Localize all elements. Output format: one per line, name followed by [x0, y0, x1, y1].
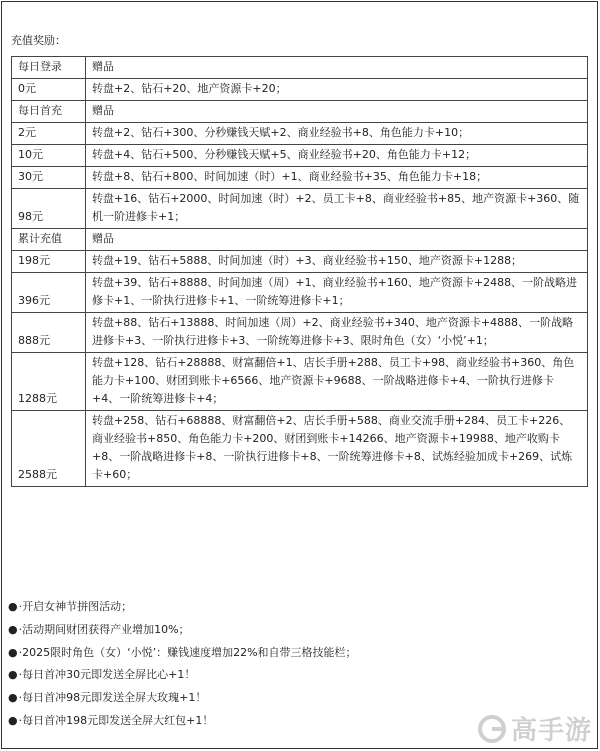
page-title: 充值奖励： — [11, 34, 66, 47]
reward-cell: 转盘+19、钻石+5888、时间加速（时）+3、商业经验书+150、地产资源卡+1288； — [86, 251, 588, 273]
watermark-text: 高手游 — [510, 716, 592, 746]
table-header-row — [12, 229, 588, 251]
amount-cell: 1288元 — [12, 353, 86, 411]
reward-cell: 转盘+88、钻石+13888、时间加速（周）+2、商业经验书+340、地产资源卡+4888、一阶战略进修卡+3、一阶执行进修卡+3、一阶统筹进修卡+3、限时角色（女）‘小悦’+1； — [86, 313, 588, 353]
note-text: ·活动期间财团获得产业增加10%； — [18, 622, 190, 636]
amount-cell: 2588元 — [12, 411, 86, 487]
amount-cell: 198元 — [12, 251, 86, 273]
table-row — [12, 411, 588, 487]
reward-cell: 转盘+4、钻石+500、分秒赚钱天赋+5、商业经验书+20、角色能力卡+12； — [86, 145, 588, 167]
reward-cell: 转盘+8、钻石+800、时间加速（时）+1、商业经验书+35、角色能力卡+18； — [86, 167, 588, 189]
list-item — [8, 714, 357, 728]
table-row — [12, 273, 588, 313]
table-row — [12, 353, 588, 411]
amount-cell: 0元 — [12, 79, 86, 101]
note-text: ·每日首冲198元即发送全屏大红包+1！ — [18, 713, 214, 727]
list-item — [8, 600, 357, 614]
bullet-icon: ● — [8, 691, 18, 705]
reward-cell: 转盘+258、钻石+68888、财富翻倍+2、店长手册+588、商业交流手册+284、员工卡+226、商业经验书+850、角色能力卡+200、财团到账卡+14266、地产资源卡+19988、地产收购卡+8、一阶战略进修卡+8、一阶执行进修卡+8、一阶统筹进修卡+8、试炼经验加成卡+269、试炼卡+60； — [86, 411, 588, 487]
bullet-icon: ● — [8, 622, 18, 636]
header-cell: 累计充值 — [12, 229, 86, 251]
header-cell: 每日首充 — [12, 101, 86, 123]
rewards-table — [11, 56, 588, 487]
amount-cell: 10元 — [12, 145, 86, 167]
gaoshou-logo-icon — [477, 714, 507, 744]
notes-list — [8, 600, 357, 737]
amount-cell: 98元 — [12, 189, 86, 229]
list-item — [8, 691, 357, 705]
table-header-row — [12, 101, 588, 123]
table-header-row — [12, 57, 588, 79]
reward-cell: 转盘+128、钻石+28888、财富翻倍+1、店长手册+288、员工卡+98、商业经验书+360、角色能力卡+100、财团到账卡+6566、地产资源卡+9688、一阶战略进修卡+4、一阶执行进修卡+4、一阶统筹进修卡+4； — [86, 353, 588, 411]
watermark — [477, 710, 592, 747]
header-cell: 赠品 — [86, 101, 588, 123]
note-text: ·开启女神节拼图活动； — [18, 600, 133, 613]
amount-cell: 2元 — [12, 123, 86, 145]
bullet-icon: ● — [8, 645, 18, 659]
table-row — [12, 79, 588, 101]
table-row — [12, 189, 588, 229]
reward-cell: 转盘+16、钻石+2000、时间加速（时）+2、员工卡+8、商业经验书+85、地产资源卡+360、随机一阶进修卡+1； — [86, 189, 588, 229]
bullet-icon: ● — [8, 713, 18, 727]
table-row — [12, 313, 588, 353]
amount-cell: 888元 — [12, 313, 86, 353]
table-row — [12, 167, 588, 189]
bullet-icon: ● — [8, 600, 18, 613]
header-cell: 每日登录 — [12, 57, 86, 79]
table-row — [12, 251, 588, 273]
list-item — [8, 646, 357, 660]
list-item — [8, 668, 357, 682]
amount-cell: 30元 — [12, 167, 86, 189]
bullet-icon: ● — [8, 668, 18, 682]
reward-cell: 转盘+39、钻石+8888、时间加速（周）+1、商业经验书+160、地产资源卡+2488、一阶战略进修卡+1、一阶执行进修卡+1、一阶统筹进修卡+1； — [86, 273, 588, 313]
note-text: ·每日首冲98元即发送全屏大玫瑰+1！ — [18, 691, 207, 705]
list-item — [8, 623, 357, 637]
table-row — [12, 145, 588, 167]
reward-cell: 转盘+2、钻石+300、分秒赚钱天赋+2、商业经验书+8、角色能力卡+10； — [86, 123, 588, 145]
reward-cell: 转盘+2、钻石+20、地产资源卡+20； — [86, 79, 588, 101]
note-text: ·每日首冲30元即发送全屏比心+1！ — [18, 668, 196, 682]
header-cell: 赠品 — [86, 57, 588, 79]
table-row — [12, 123, 588, 145]
header-cell: 赠品 — [86, 229, 588, 251]
amount-cell: 396元 — [12, 273, 86, 313]
note-text: ·2025限时角色（女）‘小悦’：赚钱速度增加22%和自带三格技能栏； — [18, 645, 357, 659]
